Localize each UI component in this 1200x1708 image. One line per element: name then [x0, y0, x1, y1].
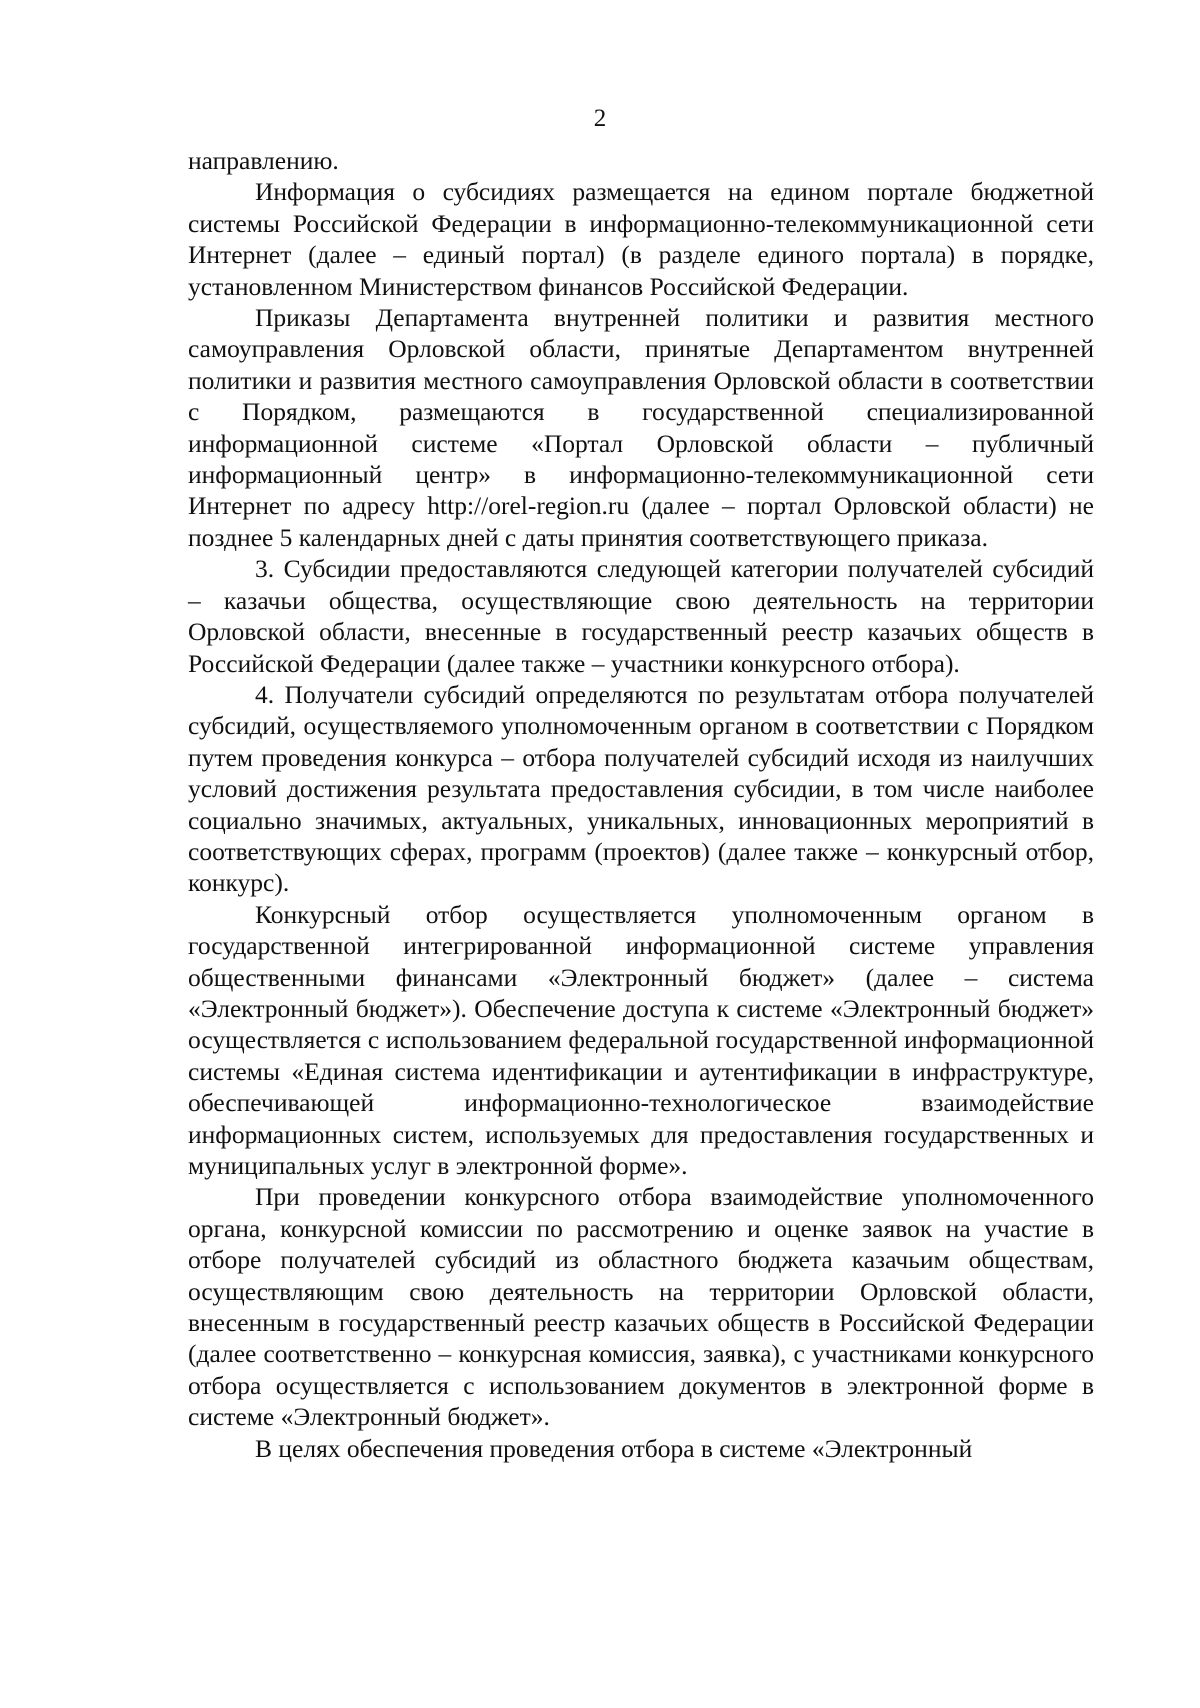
- paragraph-item-3: 3. Субсидии предоставляются следующей категории получателей субсидий – казачьи общества, осуществляющие свою деятельность на территории Орловской области, внесенные в государственный реестр казачьих обществ в Российской Федерации (далее также – участники конкурсного отбора).: [188, 554, 1094, 678]
- paragraph-ensuring-selection: В целях обеспечения проведения отбора в системе «Электронный: [255, 1433, 973, 1463]
- paragraph-interaction: При проведении конкурсного отбора взаимодействие уполномоченного органа, конкурсной комиссии по рассмотрению и оценке заявок на участие в отборе получателей субсидий из областного бюджета казачьим обществам, осуществляющим свою деятельность на территории Орловской области, внесенным в государственный реестр казачьих обществ в Российской Федерации (далее соответственно – конкурсная комиссия, заявка), с участниками конкурсного отбора осуществляется с использованием документов в электронной форме в системе «Электронный бюджет».: [188, 1182, 1094, 1432]
- paragraph-continuation: направлению.: [188, 146, 339, 175]
- page-number: 2: [593, 105, 607, 132]
- paragraph-item-4: 4. Получатели субсидий определяются по результатам отбора получателей субсидий, осуществляемого уполномоченным органом в соответствии с Порядком путем проведения конкурса – отбора получателей субсидий исходя из наилучших условий достижения результата предоставления субсидии, в том числе наиболее социально значимых, актуальных, уникальных, инновационных мероприятий в соответствующих сферах, программ (проектов) (далее также – конкурсный отбор, конкурс).: [188, 679, 1094, 898]
- document-body: [188, 145, 1094, 1464]
- paragraph-subsidy-info: Информация о субсидиях размещается на едином портале бюджетной системы Российской Федерации в информационно-телекоммуникационной сети Интернет (далее – единый портал) (в разделе единого портала) в порядке, установленном Министерством финансов Российской Федерации.: [188, 177, 1094, 301]
- paragraph-department-orders: Приказы Департамента внутренней политики и развития местного самоуправления Орловской области, принятые Департаментом внутренней политики и развития местного самоуправления Орловской области в соответствии с Порядком, размещаются в государственной специализированной информационной системе «Портал Орловской области – публичный информационный центр» в информационно-телекоммуникационной сети Интернет по адресу http://orel-region.ru (далее – портал Орловской области) не позднее 5 календарных дней с даты принятия соответствующего приказа.: [188, 303, 1094, 552]
- paragraph-competitive-selection: Конкурсный отбор осуществляется уполномоченным органом в государственной интегрированной информационной системе управления общественными финансами «Электронный бюджет» (далее – система «Электронный бюджет»). Обеспечение доступа к системе «Электронный бюджет» осуществляется с использованием федеральной государственной информационной системы «Единая система идентификации и аутентификации в инфраструктуре, обеспечивающей информационно-технологическое взаимодействие информационных систем, используемых для предоставления государственных и муниципальных услуг в электронной форме».: [188, 899, 1094, 1180]
